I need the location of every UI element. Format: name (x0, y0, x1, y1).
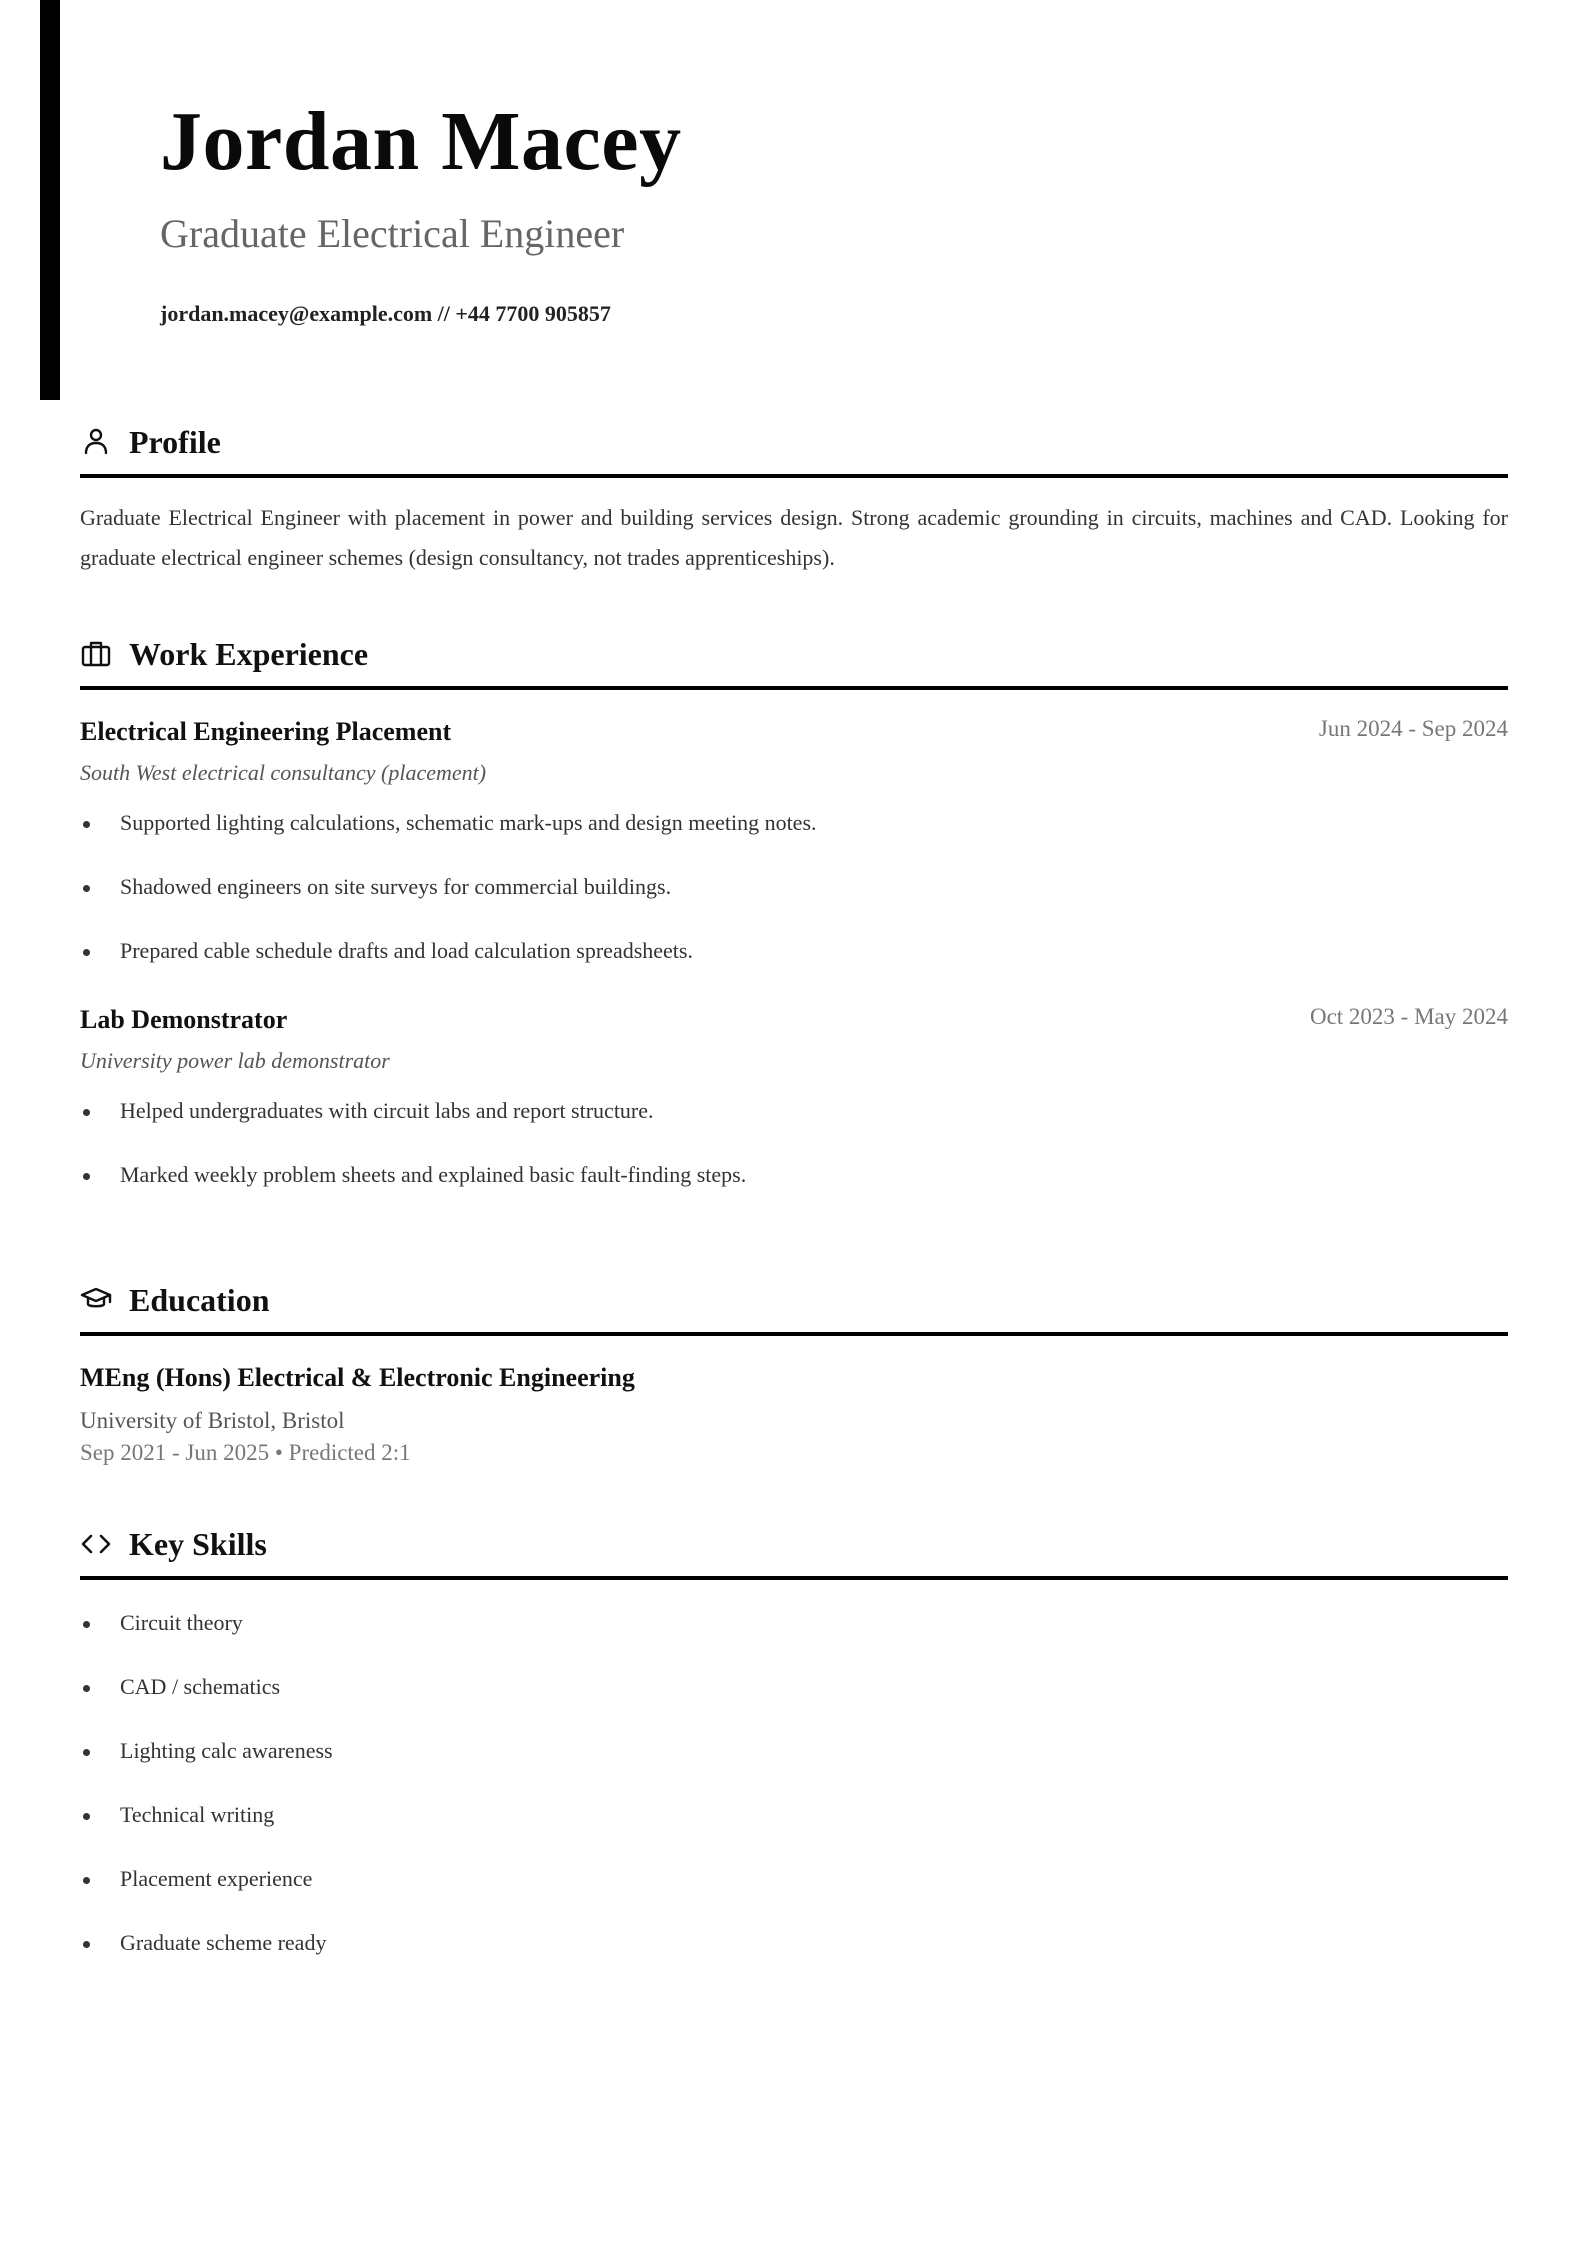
bullet-dot (83, 821, 90, 828)
skill-text: CAD / schematics (120, 1674, 281, 1699)
list-item (80, 1672, 1508, 1736)
bullet-text: Prepared cable schedule drafts and load calculation spreadsheets. (120, 938, 693, 963)
list-item (80, 1096, 1508, 1160)
job-head (80, 714, 1508, 750)
profile-heading: Profile (129, 424, 221, 460)
bullet-dot (83, 1813, 90, 1820)
skill-text: Placement experience (120, 1866, 313, 1891)
school: University of Bristol, Bristol (80, 1408, 345, 1433)
skill-text: Lighting calc awareness (120, 1738, 333, 1763)
profile-summary: Graduate Electrical Engineer with placement in power and building services design. Strong academic grounding in circuits, machines and CAD. Looking for graduate electrical engineer schemes (design consultancy, not trades apprenticeships). (80, 505, 1508, 570)
list-item (80, 1736, 1508, 1800)
candidate-title: Graduate Electrical Engineer (160, 211, 625, 256)
skill-text: Circuit theory (120, 1610, 243, 1635)
education-meta: Sep 2021 - Jun 2025 • Predicted 2:1 (80, 1440, 411, 1465)
bullet-dot (83, 1941, 90, 1948)
list-item (80, 1928, 1508, 1992)
person-icon (80, 426, 112, 458)
briefcase-icon (80, 638, 112, 670)
bullet-text: Helped undergraduates with circuit labs and report structure. (120, 1098, 654, 1123)
list-item (80, 808, 1508, 872)
education-section-header (80, 1278, 1508, 1336)
resume-header (160, 92, 1508, 328)
contact-line: jordan.macey@example.com // +44 7700 905857 (160, 301, 611, 326)
job-bullets (80, 808, 1508, 1000)
job-entry (80, 1002, 1508, 1224)
degree: MEng (Hons) Electrical & Electronic Engineering (80, 1363, 635, 1392)
skills-section-header (80, 1522, 1508, 1580)
bullet-dot (83, 1109, 90, 1116)
bullet-dot (83, 949, 90, 956)
education-heading: Education (129, 1282, 270, 1318)
bullet-dot (83, 1685, 90, 1692)
job-dates: Oct 2023 - May 2024 (1309, 1004, 1508, 1029)
graduation-cap-icon (80, 1284, 112, 1316)
job-company: South West electrical consultancy (placement) (80, 760, 487, 785)
job-dates: Jun 2024 - Sep 2024 (1318, 716, 1508, 741)
experience-heading: Work Experience (129, 636, 369, 672)
experience-section (80, 632, 1508, 1224)
skill-text: Graduate scheme ready (120, 1930, 327, 1955)
bullet-dot (83, 1173, 90, 1180)
skills-list (80, 1608, 1508, 1992)
job-bullets (80, 1096, 1508, 1224)
education-entry (80, 1360, 1508, 1468)
education-section (80, 1278, 1508, 1468)
skills-heading: Key Skills (129, 1526, 267, 1562)
bullet-dot (83, 885, 90, 892)
list-item (80, 936, 1508, 1000)
bullet-dot (83, 1877, 90, 1884)
list-item (80, 1864, 1508, 1928)
list-item (80, 1800, 1508, 1864)
bullet-dot (83, 1621, 90, 1628)
profile-section-header (80, 420, 1508, 478)
accent-bar (40, 0, 60, 400)
bullet-dot (83, 1749, 90, 1756)
experience-section-header (80, 632, 1508, 690)
list-item (80, 1608, 1508, 1672)
job-head (80, 1002, 1508, 1038)
bullet-text: Marked weekly problem sheets and explained basic fault-finding steps. (120, 1162, 747, 1187)
job-role: Electrical Engineering Placement (80, 717, 452, 746)
skills-section (80, 1522, 1508, 1992)
profile-section (80, 420, 1508, 578)
job-entry (80, 714, 1508, 1000)
candidate-name: Jordan Macey (160, 95, 682, 188)
skill-text: Technical writing (120, 1802, 275, 1827)
bullet-text: Supported lighting calculations, schematic mark-ups and design meeting notes. (120, 810, 817, 835)
code-icon (80, 1528, 112, 1560)
job-role: Lab Demonstrator (80, 1005, 288, 1034)
job-company: University power lab demonstrator (80, 1048, 390, 1073)
list-item (80, 872, 1508, 936)
list-item (80, 1160, 1508, 1224)
bullet-text: Shadowed engineers on site surveys for commercial buildings. (120, 874, 672, 899)
